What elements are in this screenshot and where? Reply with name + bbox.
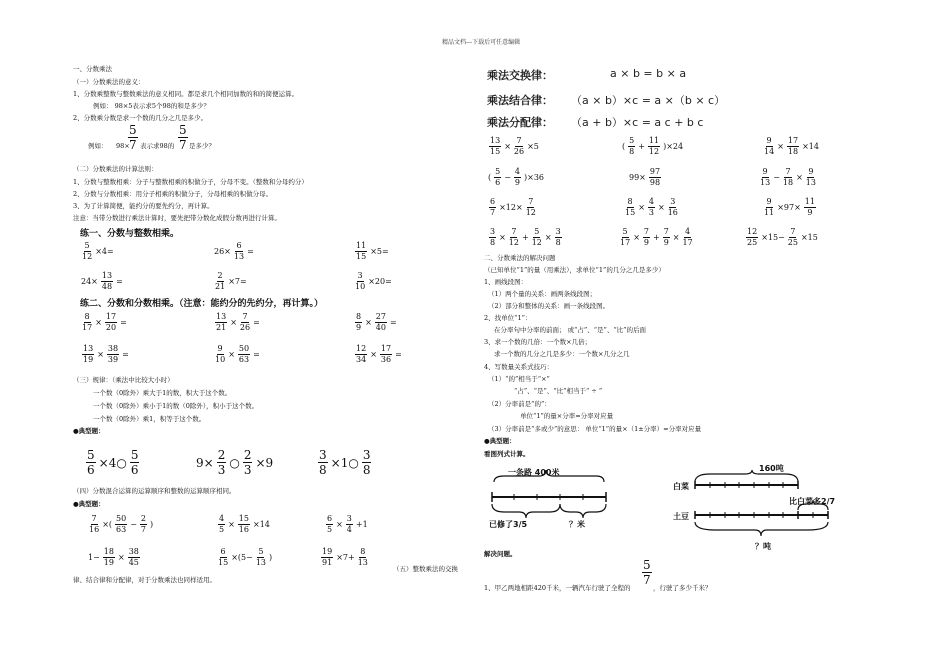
line-segment-diagram-vegetables [690, 470, 840, 550]
exercise: $\frac{2}{21}$ ×7= [215, 271, 247, 291]
sub-laws-cont: 律、结合律和分配律，对于分数乘法也同样适用。 [73, 576, 216, 584]
law-distributive-formula: （a + b）×c = a c + b c [571, 116, 704, 129]
law-exercise: $\frac{6}{7}$ ×12× $\frac{7}{12}$ [490, 197, 536, 217]
s2-item-4b: “占”、“是”、“比”相当于“ ÷ ” [514, 387, 603, 395]
meaning-line-1: 1、分数乘整数与整数乘法的意义相同。都是求几个相同加数的和的简便运算。 [73, 90, 299, 98]
compare-problem: $\frac{3}{8}$ ×1○ $\frac{3}{8}$ [319, 448, 371, 477]
exercise: $\frac{8}{17}$ × $\frac{17}{20}$ = [82, 312, 127, 332]
sub-mixed: （四）分数混合运算的运算顺序和整数的运算顺序相同。 [73, 487, 236, 495]
s2-item-1: 1、画线段图： [484, 278, 528, 286]
law-exercise: $\frac{9}{11}$ ×97× $\frac{11}{9}$ [764, 197, 815, 217]
practice-2-title: 练二、分数和分数相乘。（注意：能约分的先约分，再计算。） [80, 299, 324, 309]
mixed-problem: $\frac{7}{16}$ ×( $\frac{50}{63}$ − $\frac{2}{7}$ ) [89, 514, 154, 534]
law-exercise: 99× $\frac{97}{98}$ [629, 167, 661, 187]
compare-problem: $\frac{5}{6}$ ×4○ $\frac{5}{6}$ [87, 448, 139, 477]
example-label: 例如： [88, 142, 108, 150]
exercise: $\frac{5}{12}$ ×4= [82, 241, 114, 261]
potato-row-label: 土豆 [673, 512, 689, 521]
mixed-problem: 1− $\frac{18}{19}$ × $\frac{38}{45}$ [88, 547, 139, 567]
s2-item-1b: （2）部分和整体的关系：画一条线段图。 [488, 302, 610, 310]
law-exercise: $\frac{9}{13}$ − $\frac{7}{18}$ × $\frac{9}{13}$ [760, 167, 816, 187]
s2-item-3: 3、求一个数的几倍：一个数×几倍； [484, 338, 592, 346]
exercise: $\frac{13}{19}$ × $\frac{38}{39}$ = [83, 344, 129, 364]
example-expr: 98× [116, 142, 130, 150]
exercise: 24× $\frac{13}{48}$ = [81, 271, 123, 291]
exercise: $\frac{8}{9}$ × $\frac{27}{40}$ = [356, 312, 397, 332]
law-distributive: 乘法分配律： [487, 116, 553, 129]
exercise: $\frac{3}{10}$ ×20= [355, 271, 392, 291]
pattern-rule-3: 一个数（0除外）乘1，积等于这个数。 [93, 415, 206, 423]
example-text-1: 表示求98的 [140, 142, 175, 150]
rule-line-1: 1、分数与整数相乘：分子与整数相乘的积做分子，分母不变。（整数和分母约分） [73, 178, 308, 186]
law-associative-formula: （a × b）×c = a ×（b × c） [571, 94, 726, 107]
note-line: 注意：当带分数进行乘法计算时，要先把带分数化成假分数再进行计算。 [73, 214, 281, 222]
road-unknown-label: ？米 [569, 520, 585, 529]
s2-item-4d: 单位“1”的量×分率=分率对应量 [520, 412, 614, 420]
sub-meaning: （一）分数乘法的意义： [73, 78, 145, 86]
exercise: $\frac{13}{21}$ × $\frac{7}{26}$ = [216, 312, 260, 332]
fraction-five-sevenths: $\frac{5}{7}$ [129, 123, 137, 152]
s2-item-2a: 在分率句中分率的前面； 或“占”、“是”、“比”的后面 [494, 326, 647, 334]
problem-1-text: 1、甲乙两地相距420千米，一辆汽车行驶了全程的 [484, 584, 631, 592]
typical-label-3: ●典型题： [484, 437, 516, 445]
sub-pattern: （三）规律：（乘法中比较大小时） [73, 376, 174, 384]
cabbage-weight-label: 160吨 [759, 464, 784, 473]
potato-unknown-label: ？吨 [755, 542, 771, 551]
cabbage-row-label: 白菜 [673, 482, 689, 491]
solve-problems-label: 解决问题。 [484, 550, 517, 558]
law-exercise: $\frac{8}{15}$ × $\frac{4}{3}$ × $\frac{3}{16}$ [625, 197, 678, 217]
law-commutative: 乘法交换律： [487, 69, 553, 82]
s2-item-1a: （1）两个量的关系：画两条线段图； [488, 290, 597, 298]
law-exercise: $\frac{3}{8}$ × $\frac{7}{12}$ + $\frac{5}{12}$ × $\frac{3}{8}$ [490, 227, 561, 247]
section-problem-solving: 二、分数乘法的解决问题 [484, 254, 556, 262]
s2-item-4c: （2）分率前是“的”： [488, 400, 551, 408]
law-exercise: $\frac{9}{14}$ × $\frac{17}{18}$ ×14 [764, 136, 819, 156]
potato-more-label: 比白菜多2/7 [789, 497, 836, 506]
mixed-problem: $\frac{6}{15}$ ×(5− $\frac{5}{13}$ ) [218, 547, 273, 567]
fraction-five-sevenths-2: $\frac{5}{7}$ [179, 123, 187, 152]
fraction-five-sevenths-3: $\frac{5}{7}$ [643, 558, 651, 587]
law-commutative-formula: a × b = b × a [610, 67, 687, 80]
typical-label-2: ●典型题： [73, 500, 105, 508]
practice-1-title: 练一、分数与整数相乘。 [80, 229, 180, 239]
pattern-rule-1: 一个数（0除外）乘大于1的数，积大于这个数。 [93, 389, 232, 397]
s2-item-4: 4、写数量关系式技巧： [484, 363, 554, 371]
law-exercise: ( $\frac{5}{6}$ − $\frac{4}{9}$ )×36 [488, 167, 545, 187]
exercise: 26× $\frac{6}{13}$ = [214, 241, 254, 261]
mixed-problem: $\frac{6}{5}$ × $\frac{3}{4}$ +1 [327, 514, 368, 534]
road-repaired-label: 已修了3/5 [489, 520, 528, 529]
section-title-multiplication: 一、分数乘法 [73, 65, 112, 73]
mixed-problem: $\frac{19}{91}$ ×7+ $\frac{8}{13}$ [322, 547, 368, 567]
exercise: $\frac{12}{34}$ × $\frac{17}{36}$ = [356, 344, 402, 364]
law-associative: 乘法结合律： [487, 94, 553, 107]
section2-note: （已知单位“1”的量（用乘法），求单位“1”的几分之几是多少） [484, 266, 665, 274]
meaning-line-2: 2、分数乘分数是求一个数的几分之几是多少。 [73, 114, 208, 122]
s2-item-3a: 求一个数的几分之几是多少：一个数×几分之几 [494, 350, 630, 358]
sub-rules: （二）分数乘法的计算法则： [73, 165, 158, 173]
meaning-example-1: 例如： 98×5表示求5个98的和是多少？ [93, 102, 210, 110]
law-exercise: $\frac{13}{15}$ × $\frac{7}{26}$ ×5 [490, 136, 539, 156]
s2-item-2: 2、找单位“1”： [484, 314, 532, 322]
law-exercise: $\frac{12}{25}$ ×15− $\frac{7}{25}$ ×15 [747, 227, 818, 247]
compare-problem: 9× $\frac{2}{3}$ ○ $\frac{2}{3}$ ×9 [196, 448, 274, 477]
sub-laws: （五）整数乘法的交换 [393, 565, 458, 573]
rule-line-2: 2、分数与分数相乘：用分子相乘的积做分子，分母相乘的积做分母。 [73, 190, 273, 198]
exercise: $\frac{9}{10}$ × $\frac{50}{63}$ = [215, 344, 260, 364]
page-header: 精品文档---下载后可任意编辑 [442, 39, 521, 46]
example-text-2: 是多少？ [189, 142, 215, 150]
diagram-instruction: 看图列式计算。 [484, 450, 530, 458]
exercise: $\frac{11}{15}$ ×5= [356, 241, 389, 261]
s2-item-4a: （1）“的”相当于“×” [488, 375, 550, 383]
law-exercise: $\frac{5}{17}$ × $\frac{7}{9}$ + $\frac{7}{9}$ × $\frac{4}{17}$ [620, 227, 693, 247]
road-length-label: 一条路 400米 [508, 468, 560, 477]
typical-label-1: ●典型题： [73, 427, 105, 435]
rule-line-3: 3、为了计算简便，能约分的要先约分，再计算。 [73, 202, 214, 210]
pattern-rule-2: 一个数（0除外）乘小于1的数（0除外），积小于这个数。 [93, 402, 259, 410]
mixed-problem: $\frac{4}{5}$ × $\frac{15}{16}$ ×14 [219, 514, 270, 534]
problem-1-question: ，行驶了多少千米？ [653, 584, 712, 592]
law-exercise: ( $\frac{5}{8}$ + $\frac{11}{12}$ )×24 [622, 136, 684, 156]
s2-item-4e: （3）分率前是“多或少”的意思： 单位“1”的量×（1±分率）=分率对应量 [488, 425, 702, 433]
